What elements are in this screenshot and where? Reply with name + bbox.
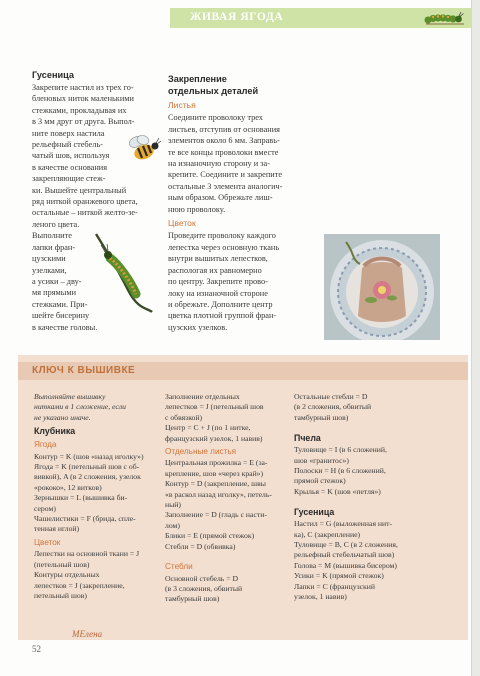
text-line: Контур = D (закрепление, швы [165, 479, 266, 489]
caterpillar-on-branch-illustration [88, 230, 158, 314]
page-title: ЖИВАЯ ЯГОДА [190, 11, 284, 23]
separate-leaves-subheading: Отдельные листья [165, 447, 237, 457]
text-line: Лепестки на основной ткани = J [34, 549, 140, 559]
text-line: «рококо», 12 витков) [34, 482, 102, 492]
text-line: стежками. При- [32, 299, 88, 309]
text-line: по центру. Закрепите прово- [168, 277, 268, 287]
leaves-subheading: Листья [168, 100, 196, 110]
text-line: цузскими [32, 254, 66, 264]
text-line: цузских узелков. [168, 322, 228, 332]
text-line: Контуры отдельных [34, 570, 100, 580]
caterpillar-key-heading: Гусеница [294, 507, 335, 518]
text-line: элементов около 6 мм. Заправь- [168, 136, 280, 146]
caterpillar-illustration [422, 10, 466, 26]
text-line: а усики – дву- [32, 276, 82, 286]
text-line: (в 3 сложения, обвитый [165, 583, 243, 593]
text-line: лепестка через основную ткань [168, 242, 280, 252]
text-line: Настил = G (выложенная нит- [294, 519, 393, 529]
text-line: узелок, 1 навив) [294, 592, 347, 602]
text-line: Соедините проволоку трех [168, 113, 263, 123]
header-band [170, 8, 472, 28]
text-line: ки. Вышейте центральный [32, 185, 127, 195]
text-line: Стебли = D (обвивка) [165, 541, 236, 551]
text-line: «в раскол назад иголку», петель- [165, 489, 272, 499]
text-line: французский узелок, 1 навив) [165, 433, 263, 443]
text-line: в качестве головы. [32, 322, 98, 332]
text-line: Туловище = B, C (в 2 сложения, [294, 540, 398, 550]
text-line: рельефный стебель- [32, 140, 103, 150]
text-line: сером) [34, 503, 56, 513]
flower-subheading: Цветок [168, 218, 196, 229]
page-number: 52 [32, 644, 41, 654]
text-line: тенная иглой) [34, 524, 80, 534]
text-line: Проведите проволоку каждого [168, 231, 276, 241]
attachment-heading-line-1: Закрепление [168, 74, 227, 84]
text-line: ряд ниткой оранжевого цвета, [32, 197, 138, 207]
text-line: ка), C (закрепление) [294, 529, 361, 539]
text-line: Заполнение = D (гладь с насти- [165, 510, 267, 520]
text-line: распологая их равномерно [168, 265, 262, 275]
text-line: бленовых ниток маленькими [32, 94, 134, 104]
stems-subheading: Стебли [165, 562, 193, 572]
signature: МЕлена [72, 629, 103, 639]
text-line: лапки фран- [32, 242, 76, 252]
text-line: Выполните [32, 231, 72, 241]
text-line: вивкой), A (в 2 сложения, узелок [34, 472, 141, 482]
strawberry-heading: Клубника [34, 426, 76, 437]
text-line: Полоски = H (в 6 сложений, [294, 466, 386, 476]
text-line: в 3 мм друг от друга. Выпол- [32, 117, 135, 127]
text-line: остальные – ниткой желто-зе- [32, 208, 138, 218]
key-column-1 [34, 392, 172, 601]
text-line: на изнаночную сторону и за- [168, 159, 270, 169]
text-line: рельефный стебельчатый шов) [294, 550, 395, 560]
text-line: лом) [165, 520, 180, 530]
text-line: Центр = C + J (по 1 нитке, [165, 423, 251, 433]
text-line: (петельный шов) [34, 559, 90, 569]
caterpillar-heading: Гусеница [32, 70, 75, 80]
attachment-heading-line-2: отдельных деталей [168, 86, 259, 96]
text-line: с обвязкой) [165, 412, 203, 422]
text-line: Крылья = K (шов «петля») [294, 486, 381, 496]
text-line: Лапки = C (французский [294, 581, 375, 591]
intro-line: Выполняйте вышивку [34, 392, 106, 401]
text-line: Туловище = I (в 6 сложений, [294, 445, 387, 455]
text-line: листьев, отступив от основания [168, 124, 280, 134]
text-line: Чашелистики = F (брида, сплe- [34, 514, 136, 524]
text-line: ным образом. Обрежьте лиш- [168, 193, 273, 203]
text-line: (в 2 сложения, обвитый [294, 402, 372, 412]
berry-subheading: Ягода [34, 440, 57, 450]
text-line: Остальные стебли = D [294, 392, 368, 401]
text-line: Ягода = K (петельный шов с об- [34, 462, 140, 472]
text-line: и обрежьте. Дополните центр [168, 299, 273, 309]
text-line: леного цвета. [32, 219, 80, 229]
text-line: Закрепите настил из трех го- [32, 83, 134, 92]
text-line: крепление, шов «через край») [165, 468, 264, 478]
text-line: шов «гранитос») [294, 455, 349, 465]
embroidery-key-header [18, 362, 468, 380]
text-line: чатый шов, используя [32, 151, 110, 161]
key-column-3 [294, 392, 454, 603]
text-line: Центральная прожилка = E (за- [165, 458, 268, 468]
bee-heading: Пчела [294, 433, 321, 444]
text-line: тамбурный шов) [165, 594, 220, 604]
text-line: лепестков = J (петельный шов [165, 402, 264, 412]
text-line: прямой стежок) [294, 476, 346, 486]
embroidered-sachet-photo [324, 234, 440, 340]
key-column-2 [165, 392, 300, 605]
intro-line: не указано иначе. [34, 412, 91, 422]
text-line: Основной стебель = D [165, 573, 239, 583]
text-line: нюю проволоку. [168, 204, 226, 214]
text-line: стежками, прокладывая их [32, 105, 127, 115]
text-line: Усики = K (прямой стежок) [294, 571, 384, 581]
text-line: Блики = E (прямой стежок) [165, 531, 255, 541]
text-line: те все концы проволоки вместе [168, 147, 279, 157]
text-line: локу на изнаночной стороне [168, 288, 268, 298]
text-line: цветка плотной группой фран- [168, 311, 277, 321]
text-line: Заполнение отдельных [165, 392, 240, 401]
text-line: мя прямыми [32, 288, 77, 298]
bee-illustration [126, 134, 162, 166]
text-line: крепите. Соедините и закрепите [168, 170, 283, 180]
text-line: остальные 3 элемента аналогич- [168, 181, 283, 191]
text-line: тамбурный шов) [294, 412, 349, 422]
text-line: лепестков = J (закрепление, [34, 580, 125, 590]
page-edge [471, 0, 480, 676]
text-line: в качестве основания [32, 162, 108, 172]
text-line: внутри вышитых лепестков, [168, 254, 268, 264]
text-line: Контур = K (шов «назад иголку») [34, 451, 144, 461]
text-line: шейте бисерину [32, 311, 90, 321]
text-line: ный) [165, 500, 181, 510]
embroidery-key-title: КЛЮЧ К ВЫШИВКЕ [32, 365, 136, 376]
text-line: Голова = M (вышивка бисером) [294, 560, 397, 570]
flower-key-subheading: Цветок [34, 537, 61, 547]
intro-line: нитками в 1 сложение, если [34, 402, 126, 412]
text-line: ните поверх настила [32, 128, 105, 138]
attachment-instructions [168, 74, 318, 333]
text-line: узелками, [32, 265, 67, 275]
text-line: закрепляющие стеж- [32, 174, 106, 184]
text-line: петельный шов) [34, 590, 87, 600]
text-line: Зернышки = L (вышивка би- [34, 493, 128, 503]
